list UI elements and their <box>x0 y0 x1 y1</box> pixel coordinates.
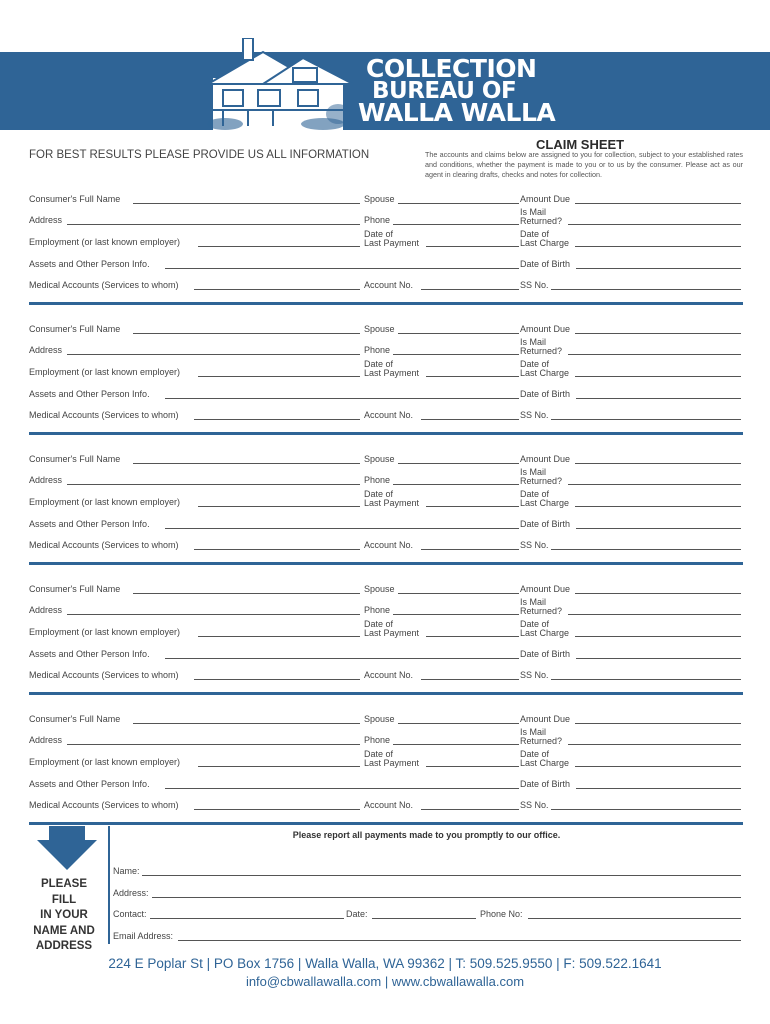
last-payment-field[interactable] <box>426 246 519 247</box>
date-field[interactable] <box>372 918 476 919</box>
last-charge-label: Last Charge <box>520 238 570 248</box>
last-charge-field[interactable] <box>575 766 741 767</box>
ss-no-label: SS No. <box>520 540 549 550</box>
medical-field[interactable] <box>194 549 360 550</box>
assets-field[interactable] <box>165 528 519 529</box>
ss-no-label: SS No. <box>520 410 549 420</box>
phone-label: Phone <box>364 215 391 225</box>
date-label: Date: <box>346 909 368 919</box>
phone-field[interactable] <box>393 224 519 225</box>
phone-label: Phone <box>364 475 391 485</box>
full-name-field[interactable] <box>133 593 360 594</box>
date-of-birth-field[interactable] <box>576 528 741 529</box>
date-of-birth-label: Date of Birth <box>520 519 571 529</box>
amount-due-field[interactable] <box>575 593 741 594</box>
fill-row-contact <box>110 907 743 921</box>
full-name-label: Consumer's Full Name <box>29 714 121 724</box>
email-label: Email Address: <box>113 931 174 941</box>
claim-row-assets <box>0 775 770 791</box>
account-no-field[interactable] <box>421 289 519 290</box>
claim-row-address <box>0 467 770 487</box>
ss-no-field[interactable] <box>551 549 741 550</box>
address-field[interactable] <box>67 484 360 485</box>
address-field[interactable] <box>67 224 360 225</box>
claim-row-name <box>0 320 770 336</box>
date-of-birth-label: Date of Birth <box>520 389 571 399</box>
claim-row-name <box>0 450 770 466</box>
brand-line-3: WALLA WALLA <box>358 98 556 127</box>
claim-block <box>0 450 770 560</box>
address-field[interactable] <box>67 744 360 745</box>
medical-label: Medical Accounts (Services to whom) <box>29 280 179 290</box>
intro-text: FOR BEST RESULTS PLEASE PROVIDE US ALL INFORMATION <box>29 149 370 161</box>
account-no-field[interactable] <box>421 809 519 810</box>
claim-row-assets <box>0 645 770 661</box>
phone-field[interactable] <box>393 614 519 615</box>
last-payment-field[interactable] <box>426 766 519 767</box>
spouse-field[interactable] <box>398 333 519 334</box>
spouse-field[interactable] <box>398 463 519 464</box>
phone-no-field[interactable] <box>528 918 741 919</box>
last-charge-field[interactable] <box>575 636 741 637</box>
fill-in-divider <box>108 826 110 944</box>
house-logo-icon <box>203 38 363 130</box>
employment-label: Employment (or last known employer) <box>29 757 181 767</box>
claim-row-medical <box>0 536 770 552</box>
address-field[interactable] <box>152 897 741 898</box>
spouse-field[interactable] <box>398 723 519 724</box>
assets-field[interactable] <box>165 268 519 269</box>
date-of-birth-label: Date of Birth <box>520 779 571 789</box>
claim-row-address <box>0 337 770 357</box>
last-payment-field[interactable] <box>426 506 519 507</box>
medical-field[interactable] <box>194 679 360 680</box>
last-charge-label: Last Charge <box>520 628 570 638</box>
last-payment-label: Last Payment <box>364 238 420 248</box>
address-label: Address <box>29 345 63 355</box>
address-label: Address <box>29 475 63 485</box>
assets-label: Assets and Other Person Info. <box>29 389 150 399</box>
footer-address: 224 E Poplar St | PO Box 1756 | Walla Walla, WA 99362 | T: 509.525.9550 | F: 509.522.1641 <box>108 956 662 971</box>
fill-in-label-line: IN YOUR <box>40 909 88 921</box>
address-field[interactable] <box>67 354 360 355</box>
account-no-label: Account No. <box>364 800 414 810</box>
mail-returned-field[interactable] <box>568 614 741 615</box>
is-mail-label: Is Mail <box>520 597 547 607</box>
account-no-label: Account No. <box>364 410 414 420</box>
fill-in-label-line: ADDRESS <box>35 940 93 952</box>
employment-label: Employment (or last known employer) <box>29 237 181 247</box>
employment-field[interactable] <box>198 376 360 377</box>
medical-field[interactable] <box>194 289 360 290</box>
last-payment-label: Last Payment <box>364 498 420 508</box>
mail-returned-field[interactable] <box>568 224 741 225</box>
full-name-label: Consumer's Full Name <box>29 324 121 334</box>
claim-row-address <box>0 597 770 617</box>
section-divider <box>29 562 743 565</box>
claim-row-employment <box>0 359 770 379</box>
last-payment-label: Last Payment <box>364 628 420 638</box>
claim-row-assets <box>0 385 770 401</box>
full-name-label: Consumer's Full Name <box>29 454 121 464</box>
employment-field[interactable] <box>198 636 360 637</box>
account-no-field[interactable] <box>421 419 519 420</box>
fill-row-email <box>110 929 743 943</box>
medical-field[interactable] <box>194 809 360 810</box>
date-of-birth-label: Date of Birth <box>520 649 571 659</box>
amount-due-label: Amount Due <box>520 584 571 594</box>
spouse-field[interactable] <box>398 203 519 204</box>
brand-line-1: COLLECTION <box>366 54 537 83</box>
full-name-field[interactable] <box>133 723 360 724</box>
medical-label: Medical Accounts (Services to whom) <box>29 410 179 420</box>
ss-no-field[interactable] <box>551 419 741 420</box>
last-payment-field[interactable] <box>426 636 519 637</box>
last-charge-label: Last Charge <box>520 758 570 768</box>
amount-due-label: Amount Due <box>520 714 571 724</box>
account-no-label: Account No. <box>364 670 414 680</box>
date-of-label: Date of <box>364 229 394 239</box>
medical-label: Medical Accounts (Services to whom) <box>29 800 179 810</box>
returned-label: Returned? <box>520 216 563 226</box>
claim-block <box>0 190 770 300</box>
employment-field[interactable] <box>198 766 360 767</box>
amount-due-label: Amount Due <box>520 324 571 334</box>
returned-label: Returned? <box>520 476 563 486</box>
spouse-label: Spouse <box>364 194 395 204</box>
full-name-label: Consumer's Full Name <box>29 194 121 204</box>
date-of-label: Date of <box>520 359 550 369</box>
assets-field[interactable] <box>165 398 519 399</box>
brand-line-2: BUREAU OF <box>372 78 517 104</box>
is-mail-label: Is Mail <box>520 207 547 217</box>
returned-label: Returned? <box>520 606 563 616</box>
fill-in-label <box>28 877 100 955</box>
last-charge-label: Last Charge <box>520 498 570 508</box>
contact-label: Contact: <box>113 909 147 919</box>
assets-field[interactable] <box>165 658 519 659</box>
assets-label: Assets and Other Person Info. <box>29 779 150 789</box>
date-of-label: Date of <box>520 619 550 629</box>
employment-field[interactable] <box>198 506 360 507</box>
arrow-down-icon <box>37 826 97 870</box>
phone-label: Phone <box>364 605 391 615</box>
phone-field[interactable] <box>393 744 519 745</box>
footer-contact[interactable]: info@cbwallawalla.com | www.cbwallawalla.com <box>245 974 525 989</box>
full-name-label: Consumer's Full Name <box>29 584 121 594</box>
fill-in-label-line: PLEASE FILL <box>40 878 87 906</box>
claim-row-medical <box>0 406 770 422</box>
amount-due-label: Amount Due <box>520 454 571 464</box>
claim-row-employment <box>0 749 770 769</box>
last-payment-label: Last Payment <box>364 758 420 768</box>
spouse-label: Spouse <box>364 584 395 594</box>
mail-returned-field[interactable] <box>568 354 741 355</box>
medical-field[interactable] <box>194 419 360 420</box>
fill-row-name <box>110 864 743 878</box>
phone-no-label: Phone No: <box>480 909 523 919</box>
employment-label: Employment (or last known employer) <box>29 367 181 377</box>
claim-row-medical <box>0 666 770 682</box>
assets-label: Assets and Other Person Info. <box>29 259 150 269</box>
medical-label: Medical Accounts (Services to whom) <box>29 670 179 680</box>
is-mail-label: Is Mail <box>520 467 547 477</box>
name-field[interactable] <box>142 875 741 876</box>
address-label: Address <box>29 735 63 745</box>
date-of-label: Date of <box>520 229 550 239</box>
amount-due-field[interactable] <box>575 463 741 464</box>
full-name-field[interactable] <box>133 463 360 464</box>
last-payment-field[interactable] <box>426 376 519 377</box>
claim-row-employment <box>0 229 770 249</box>
is-mail-label: Is Mail <box>520 727 547 737</box>
claim-row-assets <box>0 255 770 271</box>
ss-no-field[interactable] <box>551 679 741 680</box>
full-name-field[interactable] <box>133 203 360 204</box>
assets-field[interactable] <box>165 788 519 789</box>
section-divider <box>29 432 743 435</box>
claim-row-name <box>0 580 770 596</box>
last-payment-label: Last Payment <box>364 368 420 378</box>
phone-label: Phone <box>364 345 391 355</box>
claim-block <box>0 320 770 430</box>
last-charge-field[interactable] <box>575 506 741 507</box>
date-of-label: Date of <box>520 749 550 759</box>
returned-label: Returned? <box>520 736 563 746</box>
assets-label: Assets and Other Person Info. <box>29 519 150 529</box>
date-of-label: Date of <box>364 749 394 759</box>
section-divider <box>29 822 743 825</box>
claim-block <box>0 580 770 690</box>
returned-label: Returned? <box>520 346 563 356</box>
address-label: Address <box>29 605 63 615</box>
employment-label: Employment (or last known employer) <box>29 497 181 507</box>
claim-sheet-title: CLAIM SHEET <box>536 137 625 152</box>
is-mail-label: Is Mail <box>520 337 547 347</box>
address-label: Address: <box>113 888 149 898</box>
claim-row-name <box>0 190 770 206</box>
ss-no-label: SS No. <box>520 800 549 810</box>
employment-field[interactable] <box>198 246 360 247</box>
phone-label: Phone <box>364 735 391 745</box>
spouse-field[interactable] <box>398 593 519 594</box>
date-of-label: Date of <box>520 489 550 499</box>
address-field[interactable] <box>67 614 360 615</box>
claim-row-employment <box>0 489 770 509</box>
employment-label: Employment (or last known employer) <box>29 627 181 637</box>
last-charge-field[interactable] <box>575 376 741 377</box>
account-no-field[interactable] <box>421 549 519 550</box>
date-of-label: Date of <box>364 489 394 499</box>
last-charge-label: Last Charge <box>520 368 570 378</box>
contact-field[interactable] <box>150 918 344 919</box>
claim-row-medical <box>0 796 770 812</box>
account-no-label: Account No. <box>364 280 414 290</box>
date-of-label: Date of <box>364 619 394 629</box>
phone-field[interactable] <box>393 484 519 485</box>
mail-returned-field[interactable] <box>568 484 741 485</box>
ss-no-label: SS No. <box>520 670 549 680</box>
claim-row-address <box>0 727 770 747</box>
fill-row-address <box>110 886 743 900</box>
claim-row-name <box>0 710 770 726</box>
date-of-birth-label: Date of Birth <box>520 259 571 269</box>
name-label: Name: <box>113 866 140 876</box>
date-of-birth-field[interactable] <box>576 398 741 399</box>
ss-no-label: SS No. <box>520 280 549 290</box>
date-of-birth-field[interactable] <box>576 658 741 659</box>
full-name-field[interactable] <box>133 333 360 334</box>
claim-row-medical <box>0 276 770 292</box>
fill-in-label-line: NAME AND <box>33 924 95 937</box>
account-no-field[interactable] <box>421 679 519 680</box>
address-label: Address <box>29 215 63 225</box>
medical-label: Medical Accounts (Services to whom) <box>29 540 179 550</box>
claim-row-employment <box>0 619 770 639</box>
assignment-note: The accounts and claims below are assigned to you for collection, subject to your established rates and conditions, whether the payment is made to you or to us by the consumer. Please act as our agent in clearing drafts, checks and notes for collection. <box>425 150 743 179</box>
ss-no-field[interactable] <box>551 809 741 810</box>
ss-no-field[interactable] <box>551 289 741 290</box>
spouse-label: Spouse <box>364 324 395 334</box>
email-field[interactable] <box>178 940 741 941</box>
amount-due-field[interactable] <box>575 333 741 334</box>
account-no-label: Account No. <box>364 540 414 550</box>
report-payments-note: Please report all payments made to you promptly to our office. <box>292 830 561 840</box>
spouse-label: Spouse <box>364 454 395 464</box>
amount-due-field[interactable] <box>575 203 741 204</box>
claim-block <box>0 710 770 820</box>
amount-due-label: Amount Due <box>520 194 571 204</box>
phone-field[interactable] <box>393 354 519 355</box>
brand-name <box>358 54 558 127</box>
date-of-label: Date of <box>364 359 394 369</box>
date-of-birth-field[interactable] <box>576 788 741 789</box>
amount-due-field[interactable] <box>575 723 741 724</box>
last-charge-field[interactable] <box>575 246 741 247</box>
date-of-birth-field[interactable] <box>576 268 741 269</box>
assets-label: Assets and Other Person Info. <box>29 649 150 659</box>
claim-row-address <box>0 207 770 227</box>
claim-row-assets <box>0 515 770 531</box>
section-divider <box>29 302 743 305</box>
spouse-label: Spouse <box>364 714 395 724</box>
section-divider <box>29 692 743 695</box>
mail-returned-field[interactable] <box>568 744 741 745</box>
